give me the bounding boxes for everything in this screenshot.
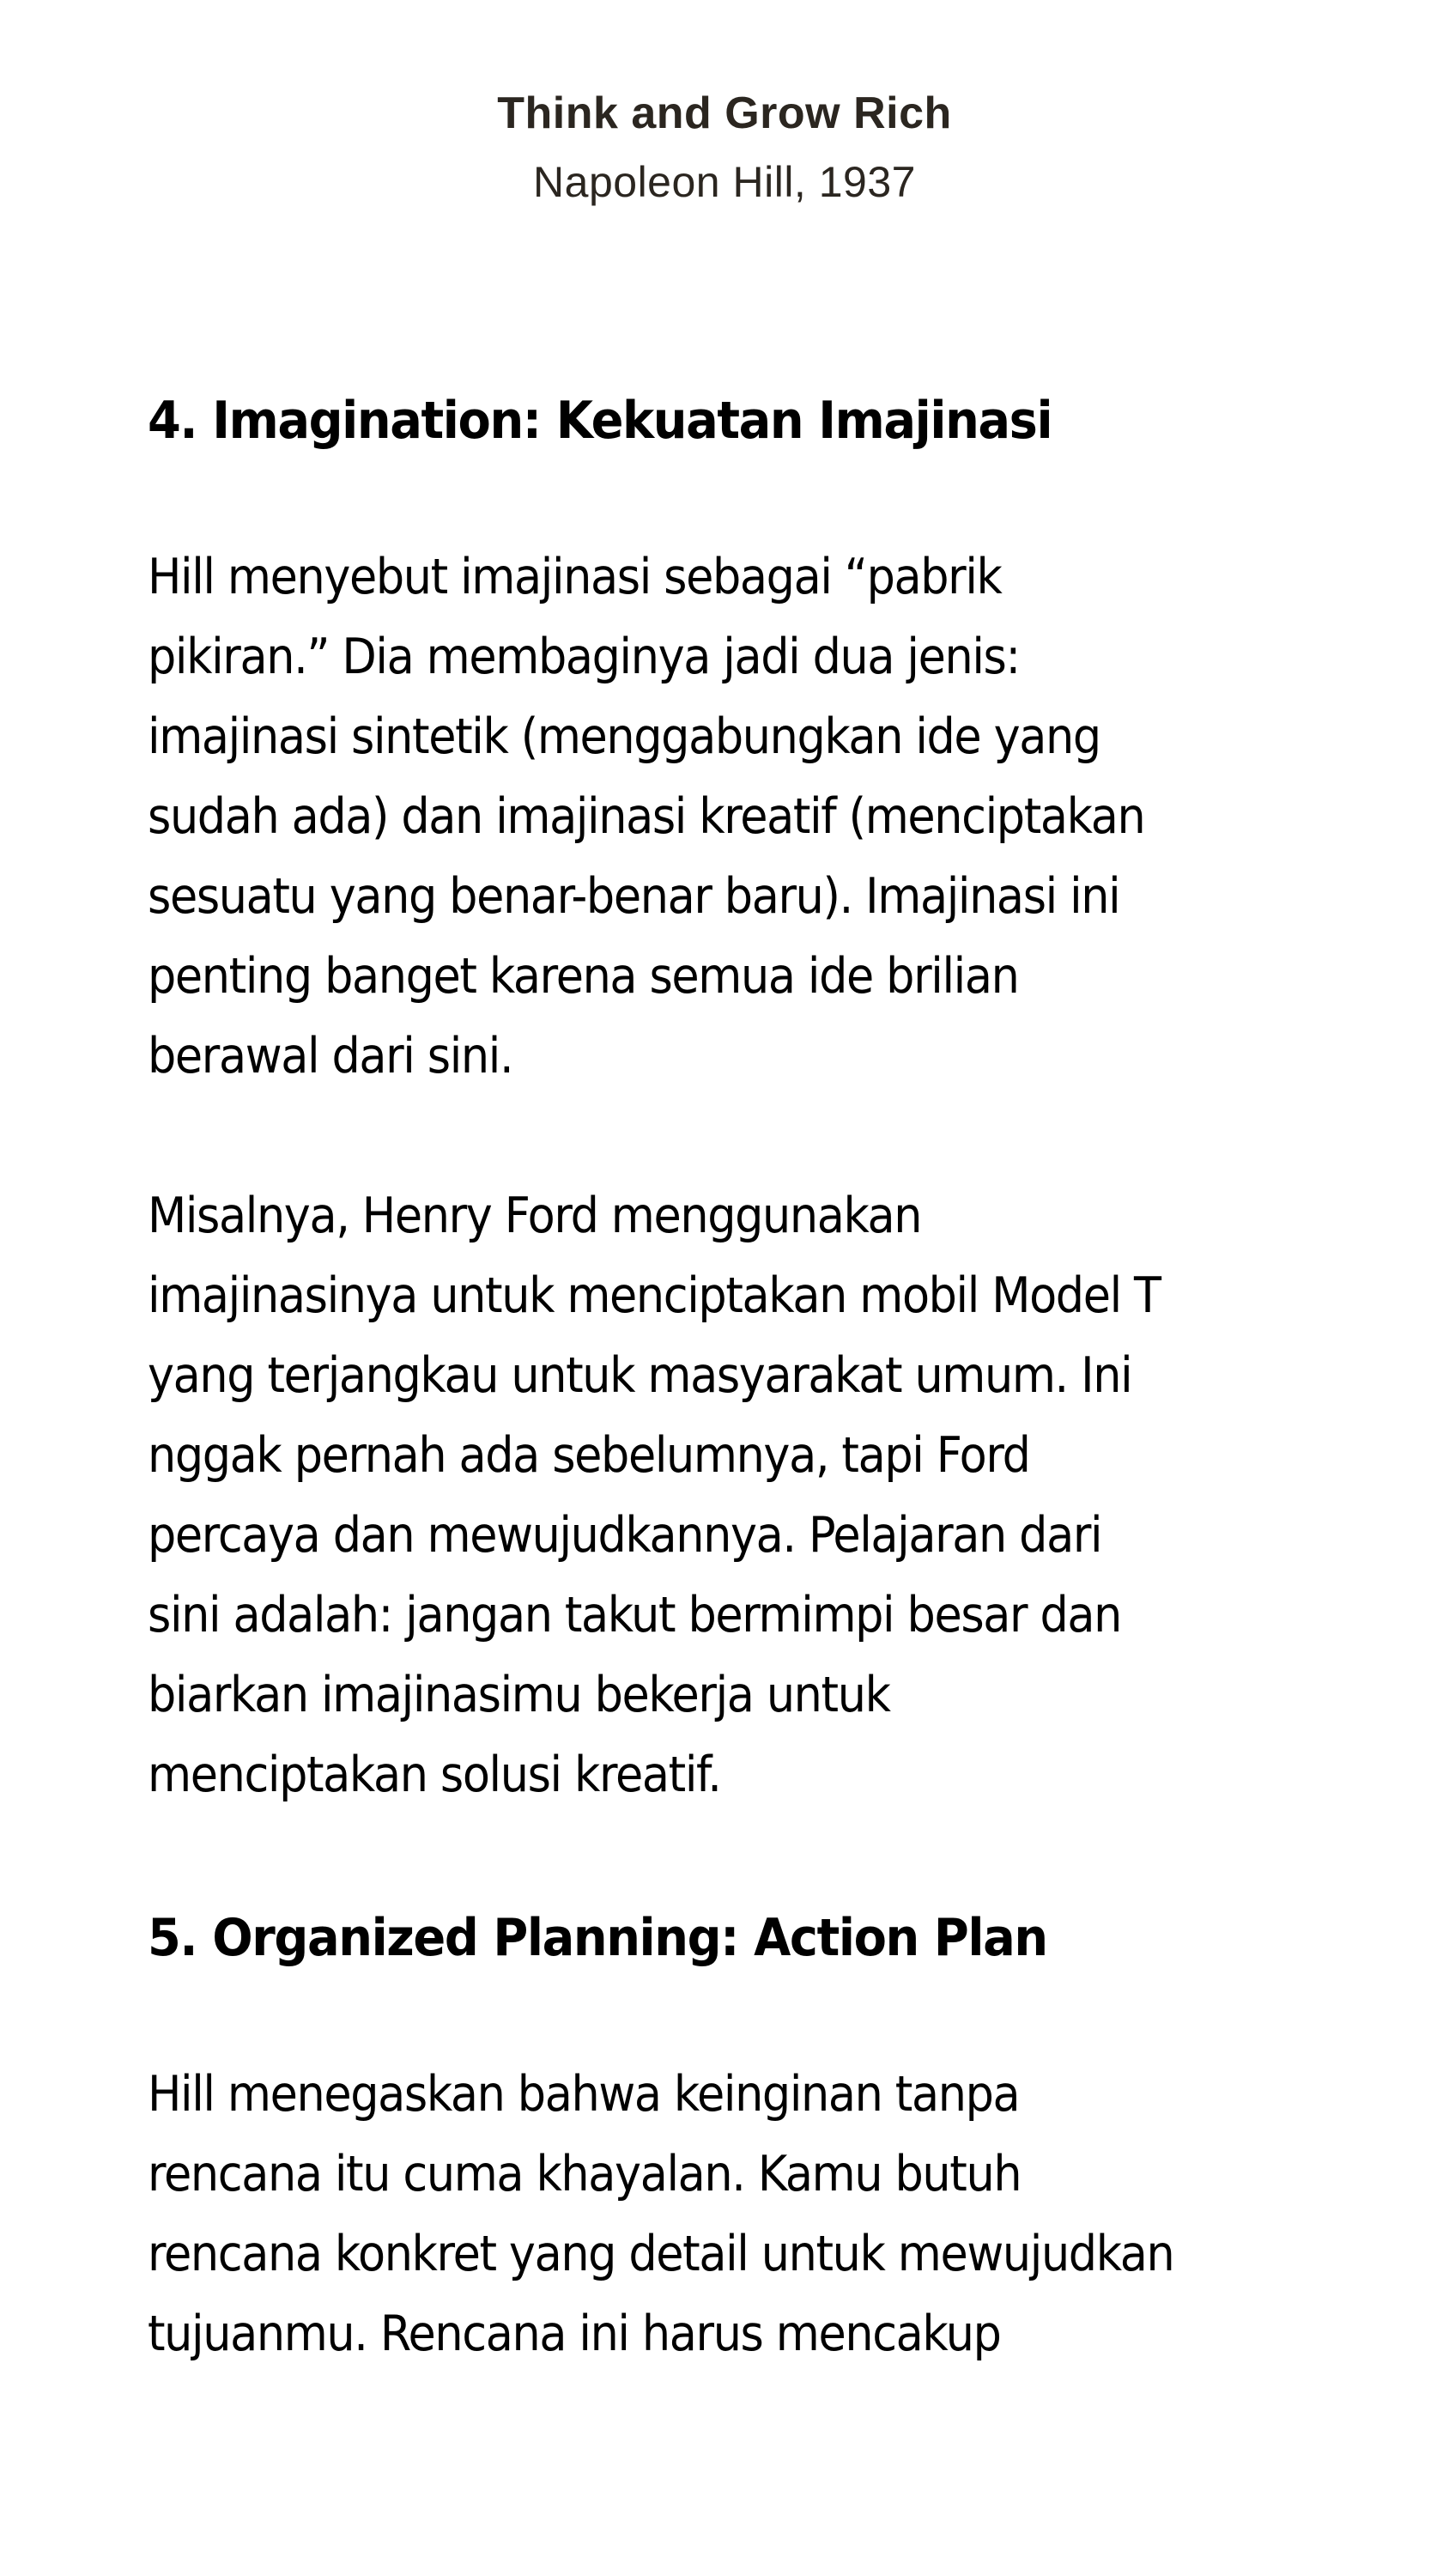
text-line: tujuanmu. Rencana ini harus mencakup — [148, 2306, 1001, 2362]
article-body — [148, 378, 1332, 2374]
text-line: berawal dari sini. — [148, 1028, 513, 1084]
paragraph — [148, 2055, 1332, 2374]
text-line: sini adalah: jangan takut bermimpi besar dan — [148, 1587, 1122, 1643]
text-line: Misalnya, Henry Ford menggunakan — [148, 1188, 922, 1244]
text-line: imajinasinya untuk menciptakan mobil Model T — [148, 1267, 1161, 1324]
text-line: sudah ada) dan imajinasi kreatif (menciptakan — [148, 788, 1145, 845]
book-title: Think and Grow Rich — [497, 88, 952, 138]
text-line: imajinasi sintetik (menggabungkan ide yang — [148, 708, 1100, 765]
text-line: penting banget karena semua ide brilian — [148, 948, 1019, 1005]
text-line: rencana itu cuma khayalan. Kamu butuh — [148, 2146, 1022, 2202]
section-heading: 4. Imagination: Kekuatan Imajinasi — [148, 391, 1052, 451]
text-line: Hill menegaskan bahwa keinginan tanpa — [148, 2066, 1020, 2123]
section-imagination — [148, 378, 1332, 1895]
text-line: percaya dan mewujudkannya. Pelajaran dari — [148, 1507, 1102, 1564]
text-line: pikiran.” Dia membaginya jadi dua jenis: — [148, 629, 1020, 685]
text-line: menciptakan solusi kreatif. — [148, 1747, 721, 1803]
book-header — [0, 86, 1449, 210]
text-line: nggak pernah ada sebelumnya, tapi Ford — [148, 1427, 1030, 1484]
paragraph — [148, 1176, 1332, 1815]
text-line: sesuatu yang benar-benar baru). Imajinasi ini — [148, 868, 1120, 925]
text-line: biarkan imajinasimu bekerja untuk — [148, 1667, 890, 1723]
text-line: yang terjangkau untuk masyarakat umum. Ini — [148, 1347, 1132, 1404]
text-line: rencana konkret yang detail untuk mewujudkan — [148, 2226, 1174, 2282]
section-heading: 5. Organized Planning: Action Plan — [148, 1908, 1047, 1968]
paragraph — [148, 538, 1332, 1097]
section-organized-planning — [148, 1895, 1332, 2374]
text-line: Hill menyebut imajinasi sebagai “pabrik — [148, 549, 1002, 605]
book-author-year: Napoleon Hill, 1937 — [533, 158, 916, 206]
